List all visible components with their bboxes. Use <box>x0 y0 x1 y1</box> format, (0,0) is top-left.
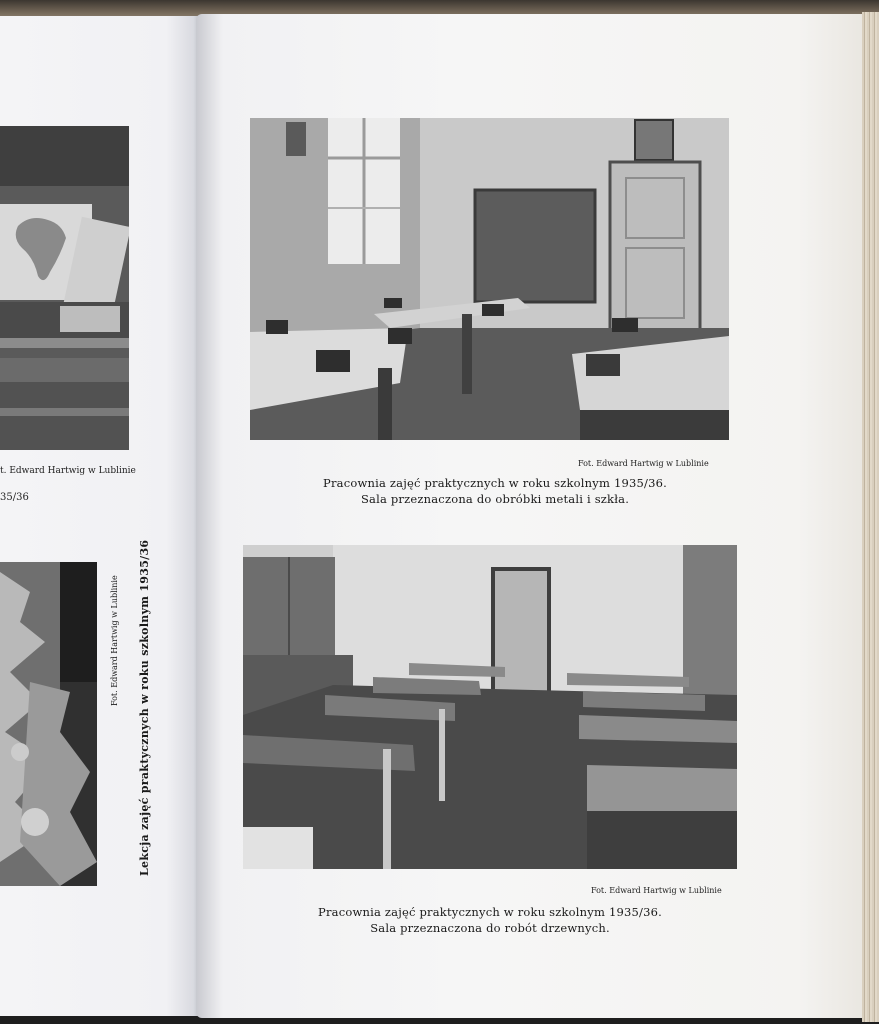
left-photo-workbench <box>0 562 97 886</box>
page-stack-edge <box>862 12 879 1022</box>
left-photo-classroom-map <box>0 126 129 450</box>
left-year-fragment: 35/36 <box>0 492 29 503</box>
bottom-caption-line-1: Pracownia zajęć praktycznych w roku szkolnym 1935/36. <box>318 905 662 919</box>
photo-woodwork-workshop <box>243 545 737 869</box>
left-vertical-credit: Fot. Edward Hartwig w Lublinie <box>110 575 119 706</box>
bottom-photo-credit: Fot. Edward Hartwig w Lublinie <box>591 886 722 895</box>
top-caption-line-1: Pracownia zajęć praktycznych w roku szkolnym 1935/36. <box>323 476 667 490</box>
bottom-photo-caption <box>295 904 685 936</box>
left-vertical-caption: Lekcja zajęć praktycznych w roku szkolnym 1935/36 <box>138 539 151 876</box>
bottom-caption-line-2: Sala przeznaczona do robót drzewnych. <box>370 921 610 935</box>
top-photo-caption <box>300 475 690 507</box>
top-caption-line-2: Sala przeznaczona do obróbki metali i szkła. <box>360 492 630 506</box>
top-photo-credit: Fot. Edward Hartwig w Lublinie <box>578 459 709 468</box>
left-credit-fragment: t. Edward Hartwig w Lublinie <box>0 466 136 476</box>
photo-metal-glass-workshop <box>250 118 729 440</box>
